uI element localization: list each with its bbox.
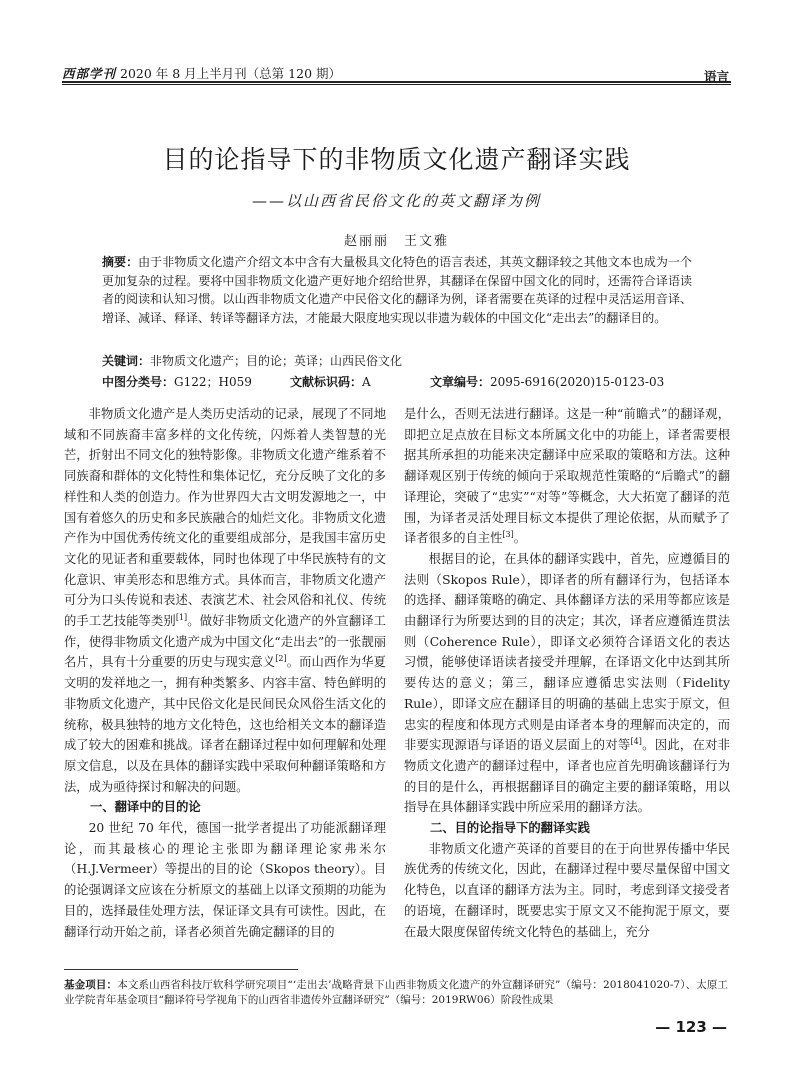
paragraph: 非物质文化遗产英译的首要目的在于向世界传播中华民族优秀的传统文化，因此，在翻译过程中要尽量保留中国文化特色，以直译的翻译方法为主。同时，考虑到译文接受者的语境，在翻译时，既要忠实于原文又不能拘泥于原文，要在最大限度保留传统文化特色的基础上，充分: [404, 841, 730, 939]
section-tag: 语言: [703, 69, 729, 84]
footnote: [64, 978, 728, 1008]
footnote-text: 本文系山西省科技厅软科学研究项目“‘走出去’战略背景下山西非物质文化遗产的外宣翻译研究”（编号：2018041020-7）、太原工业学院青年基金项目“翻译符号学视角下的山西省非遗传外宣翻译研究”（编号：2019RW06）阶段性成果: [64, 979, 728, 1006]
article-number-label: 文章编号：: [430, 375, 491, 389]
citation-ref: [3]: [502, 530, 514, 540]
page-number: — 123 —: [655, 1018, 727, 1036]
journal-header: [62, 64, 341, 82]
section-heading: 一、翻译中的目的论: [90, 800, 201, 815]
journal-name: 西部学刊: [62, 66, 117, 81]
abstract-text: 由于非物质文化遗产介绍文本中含有大量极具文化特色的语言表述，其英文翻译较之其他文本也成为一个更加复杂的过程。要将中国非物质文化遗产更好地介绍给世界，其翻译在保留中国文化的同时，还需符合译语读者的阅读和认知习惯。以山西非物质文化遗产中民俗文化的翻译为例，译者需要在英译的过程中灵活运用音译、增译、减译、释译、转译等翻译方法，才能最大限度地实现以非遗为载体的中国文化“走出去”的翻译目的。: [102, 255, 692, 325]
paragraph: 根据目的论，在具体的翻译实践中，首先，应遵循目的法则（Skopos Rule），即译者的所有翻译行为，包括译本的选择、翻译策略的确定、具体翻译方法的采用等都应该是由翻译行为所要达到的目的决定；其次，译者应遵循连贯法则（Coherence Rule），即译文必须符合译语文化的表达习惯，能够使译语读者接受并理解，在译语文化中达到其所要传达的意义；第三，翻译应遵循忠实法则（Fidelity Rule），即译文应在翻译目的明确的基础上忠实于原文，但忠实的程度和体现方式则是由译者本身的理解而决定的，而非要实现源语与译语的语义层面上的对等[4]。因此，在对非物质文化遗产的翻译过程中，译者也应首先明确该翻译行为的目的是什么，再根据翻译目的确定主要的翻译策略，用以指导在具体翻译实践中所应采用的翻译方法。: [404, 551, 730, 815]
paragraph: 20 世纪 70 年代，德国一批学者提出了功能派翻译理论，而其最核心的理论主张即为翻译理论家弗米尔（H.J.Vermeer）等提出的目的论（Skopos theory）。目的论强调译文应该在分析原文的基础上以译文预期的功能为目的，选择最佳处理方法，保证译文具有可读性。因此，在翻译行动开始之前，译者必须首先确定翻译的目的: [64, 821, 386, 939]
keywords-label: 关键词：: [102, 354, 151, 368]
citation-ref: [2]: [275, 654, 287, 664]
clc-label: 中图分类号：: [102, 375, 175, 389]
article-authors: 赵丽丽 王文雅: [343, 234, 449, 249]
footnote-rule: [64, 969, 298, 970]
clc-value: G122；H059: [174, 375, 252, 389]
paragraph: 非物质文化遗产是人类历史活动的记录，展现了不同地域和不同族裔丰富多样的文化传统，闪烁着人类智慧的光芒，折射出不同文化的独特影像。非物质文化遗产维系着不同族裔和群体的文化特性和集体记忆，充分反映了文化的多样性和人类的创造力。作为世界四大古文明发源地之一，中国有着悠久的历史和多民族融合的灿烂文化。非物质文化遗产作为中国优秀传统文化的重要组成部分，是我国丰富历史文化的见证者和重要载体，同时也体现了中华民族特有的文化意识、审美形态和思维方式。具体而言，非物质文化遗产可分为口头传说和表述、表演艺术、社会风俗和礼仪、传统的手工艺技能等类别[1]。做好非物质文化遗产的外宣翻译工作，使得非物质文化遗产成为中国文化“走出去”的一张靓丽名片，具有十分重要的历史与现实意义[2]。而山西作为华夏文明的发祥地之一，拥有种类繁多、内容丰富、特色鲜明的非物质文化遗产，其中民俗文化是民间民众风俗生活文化的统称，极具独特的地方文化特色，这也给相关文本的翻译造成了较大的困难和挑战。译者在翻译过程中如何理解和处理原文信息，以及在具体的翻译实践中采取何种翻译策略和方法，成为亟待探讨和解决的问题。: [64, 407, 386, 794]
clc-number: [102, 373, 252, 390]
doc-code: [290, 373, 371, 390]
issue-info: 2020 年 8 月上半月刊（总第 120 期）: [120, 66, 341, 81]
keywords-text: 非物质文化遗产；目的论；英译；山西民俗文化: [150, 354, 403, 368]
body-column-right: [404, 404, 730, 942]
citation-ref: [4]: [630, 737, 642, 747]
footnote-label: 基金项目：: [64, 979, 118, 991]
abstract: [102, 253, 692, 327]
header-rule-thin: [62, 84, 731, 85]
paragraph: 是什么，否则无法进行翻译。这是一种“前瞻式”的翻译观，即把立足点放在目标文本所属文化中的功能上，译者需要根据其所承担的功能来决定翻译中应采取的策略和方法。这种翻译观区别于传统的倾向于采取规范性策略的“后瞻式”的翻译理论，突破了“忠实”“对等”等概念，大大拓宽了翻译的范围，为译者灵活处理目标文本提供了理论依据，从而赋予了译者很多的自主性[3]。: [404, 407, 730, 546]
header-rule: [62, 81, 731, 83]
section-heading: 二、目的论指导下的翻译实践: [430, 821, 590, 836]
article-subtitle: ——以山西省民俗文化的英文翻译为例: [251, 192, 541, 210]
article-title: 目的论指导下的非物质文化遗产翻译实践: [162, 145, 631, 174]
doc-code-value: A: [362, 375, 371, 389]
article-number: [430, 373, 664, 390]
abstract-label: 摘要：: [102, 255, 139, 269]
doc-code-label: 文献标识码：: [290, 375, 363, 389]
keywords: [102, 352, 402, 369]
citation-ref: [1]: [175, 612, 188, 622]
body-column-left: [64, 404, 386, 942]
article-number-value: 2095-6916(2020)15-0123-03: [490, 375, 665, 389]
